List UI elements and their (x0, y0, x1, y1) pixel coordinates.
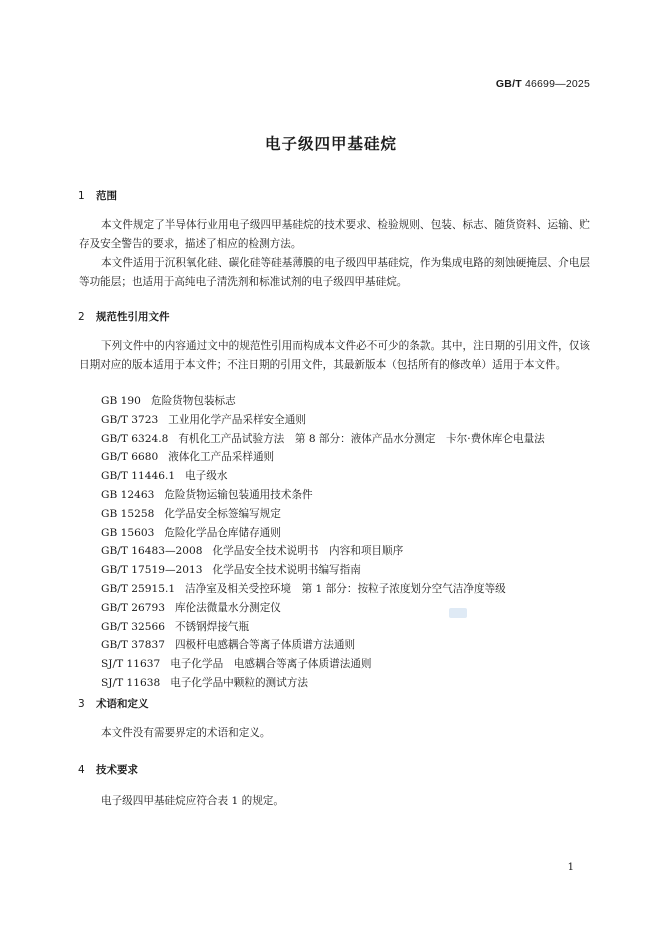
section-number: 1 (78, 190, 85, 202)
reference-item (101, 580, 545, 599)
section-title: 规范性引用文件 (96, 311, 170, 323)
reference-title: 有机化工产品试验方法 第 8 部分：液体产品水分测定 卡尔·费休库仑电量法 (178, 432, 545, 445)
reference-item (101, 636, 545, 655)
scope-paragraph-2: 本文件适用于沉积氧化硅、碳化硅等硅基薄膜的电子级四甲基硅烷，作为集成电路的刻蚀硬掩层、介电层等功能层；也适用于高纯电子清洗剂和标准试剂的电子级四甲基硅烷。 (79, 257, 590, 288)
reference-item (101, 655, 545, 674)
reference-title: 危险货物运输包装通用技术条件 (164, 488, 313, 501)
reference-code: GB 15258 (101, 507, 155, 520)
standard-prefix: GB/T (495, 78, 522, 90)
reference-item (101, 430, 545, 449)
section-title: 范围 (96, 190, 117, 202)
section-title: 术语和定义 (96, 698, 149, 710)
reference-title: 电子化学品中颗粒的测试方法 (170, 676, 308, 689)
scope-paragraph-1: 本文件规定了半导体行业用电子级四甲基硅烷的技术要求、检验规则、包装、标志、随货资料、运输、贮存及安全警告的要求，描述了相应的检测方法。 (79, 219, 590, 250)
reference-item (101, 599, 545, 618)
reference-code: GB/T 25915.1 (101, 582, 176, 595)
watermark-mark (449, 608, 467, 618)
section-1-heading (78, 188, 117, 203)
reference-item (101, 674, 545, 693)
reference-code: GB 12463 (101, 488, 155, 501)
document-title: 电子级四甲基硅烷 (264, 135, 397, 153)
reference-code: SJ/T 11638 (101, 676, 161, 689)
reference-code: SJ/T 11637 (101, 658, 161, 671)
reference-item (101, 561, 545, 580)
reference-code: GB/T 6324.8 (101, 432, 169, 445)
reference-code: GB 190 (101, 395, 141, 407)
reference-title: 库伦法微量水分测定仪 (174, 601, 281, 614)
reference-code: GB/T 26793 (101, 601, 165, 614)
section-title: 技术要求 (96, 764, 138, 776)
reference-item (101, 486, 545, 505)
reference-item (101, 524, 545, 543)
standard-code (496, 78, 590, 90)
standard-number: 46699—2025 (524, 78, 590, 90)
reference-item (101, 392, 545, 411)
section-3-heading (78, 696, 149, 711)
reference-title: 四极杆电感耦合等离子体质谱方法通则 (174, 639, 356, 652)
reference-title: 化学品安全标签编写规定 (164, 507, 281, 520)
reference-code: GB 15603 (101, 526, 155, 539)
reference-code: GB/T 17519—2013 (101, 564, 203, 577)
reference-code: GB/T 37837 (101, 639, 165, 652)
page-number: 1 (567, 862, 574, 873)
reference-title: 危险货物包装标志 (151, 395, 236, 407)
section-4-heading (78, 762, 138, 777)
reference-item (101, 467, 545, 486)
normative-intro-paragraph: 下列文件中的内容通过文中的规范性引用而构成本文件必不可少的条款。其中，注日期的引用文件，仅该日期对应的版本适用于本文件；不注日期的引用文件，其最新版本（包括所有的修改单）适用于本文件。 (79, 340, 590, 371)
section-2-heading (78, 309, 170, 324)
requirements-paragraph: 电子级四甲基硅烷应符合表 1 的规定。 (101, 795, 284, 807)
reference-item (101, 542, 545, 561)
reference-code: GB/T 6680 (101, 451, 159, 464)
reference-title: 不锈钢焊接气瓶 (174, 620, 250, 633)
terms-paragraph: 本文件没有需要界定的术语和定义。 (101, 727, 271, 739)
reference-title: 危险化学品仓库储存通则 (164, 526, 281, 539)
section-number: 3 (78, 698, 85, 710)
section-number: 2 (78, 311, 85, 323)
reference-item (101, 411, 545, 430)
reference-title: 液体化工产品采样通则 (168, 451, 275, 464)
reference-item (101, 448, 545, 467)
reference-code: GB/T 32566 (101, 620, 165, 633)
reference-title: 洁净室及相关受控环境 第 1 部分：按粒子浓度划分空气洁净度等级 (185, 582, 506, 595)
reference-title: 电子级水 (185, 470, 228, 483)
reference-title: 化学品安全技术说明书编写指南 (212, 564, 361, 577)
reference-item (101, 505, 545, 524)
reference-list (101, 392, 545, 693)
reference-code: GB/T 3723 (101, 413, 159, 426)
reference-code: GB/T 16483—2008 (101, 545, 203, 558)
reference-title: 工业用化学产品采样安全通则 (168, 413, 306, 426)
reference-code: GB/T 11446.1 (101, 470, 176, 483)
reference-title: 化学品安全技术说明书 内容和项目顺序 (212, 545, 404, 558)
section-number: 4 (78, 764, 85, 776)
reference-item (101, 618, 545, 637)
reference-title: 电子化学品 电感耦合等离子体质谱法通则 (170, 658, 372, 671)
